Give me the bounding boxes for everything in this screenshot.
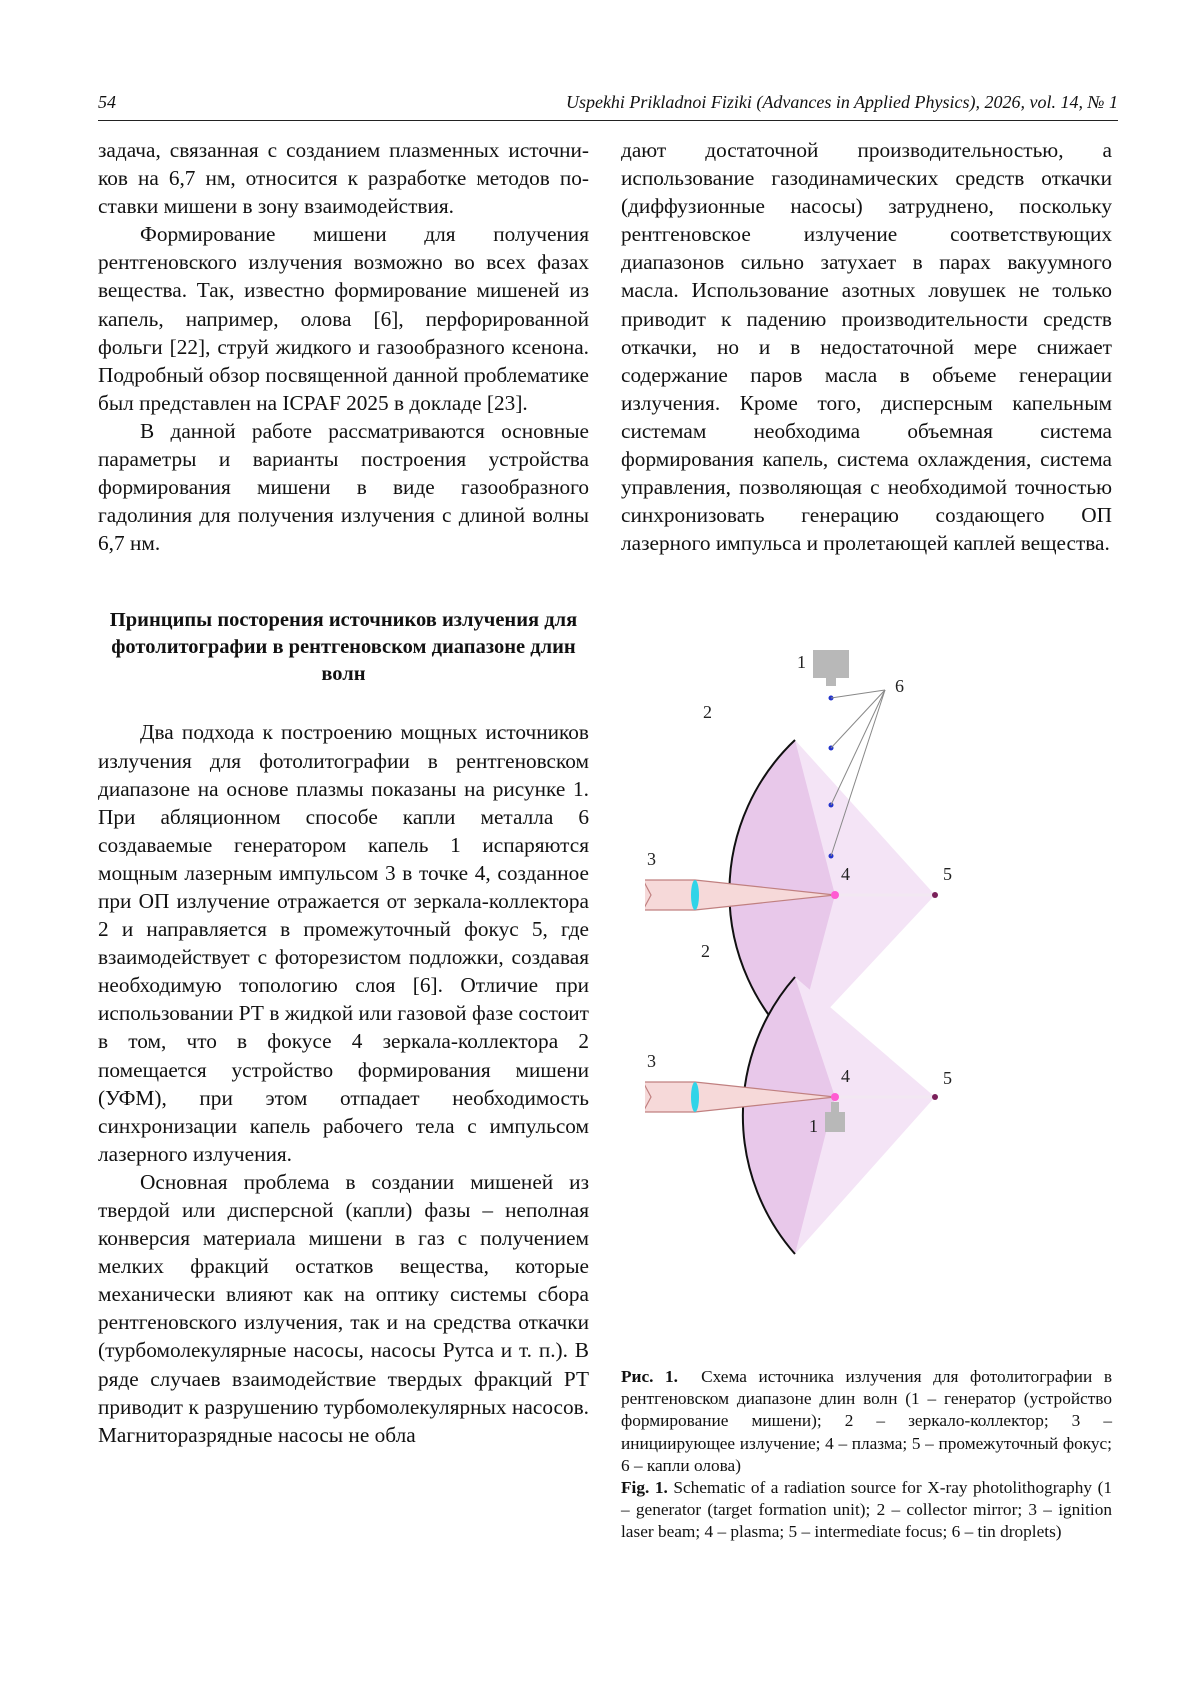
droplet-generator: [813, 650, 849, 678]
label-4: 4: [841, 1066, 850, 1086]
paragraph: Формирование мишени для получения рентгеновского излучения возможно во всех фазах вещества. Так, известно формирование мишеней из капель, например, олова [6], перфорированной фольги [22], струй жидкого и газообразного ксенона. Подробный обзор посвященной данной проблематике был представлен на ICPAF 2025 в докладе [23].: [98, 222, 589, 415]
plasma-point: [831, 1093, 839, 1101]
unit-nozzle: [831, 1102, 839, 1112]
paragraph: В данной работе рассматриваются основные параметры и варианты построения устройства формирования мишени в виде газообразного гадолиния для получения излучения с длиной волны 6,7 нм.: [98, 418, 589, 556]
label-2: 2: [701, 941, 710, 961]
leader-line: [831, 690, 885, 698]
label-2: 2: [703, 702, 712, 722]
label-3: 3: [647, 849, 656, 869]
caption-en-text: Schematic of a radiation source for X-ray photolithography (1 – generator (target formation unit); 2 – collector mirror; 3 – ignition laser beam; 4 – plasma; 5 – intermediate focus; 6 – tin droplets): [621, 1478, 1112, 1542]
figure-caption: [621, 1366, 1112, 1544]
paragraph: Основная проблема в создании мишеней из твердой или дисперсной (капли) фазы – неполная конверсия материала мишени в газ с получением мелких фракций остатков вещества, которые механически влияют как на оптику системы сбора рентгеновского излучения, так и на средства откачки (турбомолекулярные насосы, насосы Рутса и т. п.). В ряде случаев взаимодействие твердых фракций РТ приводит к разрушению турбомолекулярных насосов. Магниторазрядные насосы не обла: [98, 1169, 589, 1447]
left-column: [98, 136, 589, 1449]
running-header: [98, 92, 1118, 118]
caption-ru-text: Схема источника излучения для фотолитографии в рентгеновском диапазоне длин волн (1 – генератор (устройство формирование мишени); 2 – зеркало-коллектор; 3 – инициирующее излучение; 4 – плазма; 5 – промежуточный фокус; 6 – капли олова): [621, 1367, 1112, 1475]
schematic-diagram: [645, 640, 1075, 1345]
intermediate-focus: [932, 1094, 938, 1100]
label-6: 6: [895, 676, 904, 696]
caption-en-label: Fig. 1.: [621, 1478, 668, 1498]
page-number: 54: [98, 92, 116, 112]
bottom-schematic: [645, 941, 952, 1254]
generator-nozzle: [826, 678, 836, 686]
caption-ru-label: Рис. 1.: [621, 1367, 678, 1386]
header-rule: [98, 120, 1118, 121]
intermediate-focus: [932, 892, 938, 898]
paragraph: задача, связанная с созданием плазменных источников на 6,7 нм, относится к разработке методов поставки мишени в зону взаимодействия.: [98, 138, 589, 219]
plasma-point: [831, 891, 839, 899]
label-3: 3: [647, 1051, 656, 1071]
lens: [691, 1082, 699, 1112]
paragraph: дают достаточной производительностью, а использование газодинамических средств откачки (диффузионные насосы) затруднено, поскольку рентгеновское излучение соответствующих диапазонов сильно затухает в парах вакуумного масла. Использование азотных ловушек не только приводит к падению производительности средств откачки, но и в недостаточной мере снижает содержание паров масла в объеме генерации излучения. Кроме того, дисперсным капельным системам необходима объемная система формирования капель, система охлаждения, система управления, позволяющая с необходимой точностью синхронизовать генерацию создающего ОП лазерного импульса и пролетающей каплей вещества.: [621, 138, 1112, 556]
journal-title: Uspekhi Prikladnoi Fiziki (Advances in Applied Physics), 2026, vol. 14, № 1: [565, 92, 1118, 112]
label-5: 5: [943, 1068, 952, 1088]
leader-line: [831, 690, 885, 805]
target-formation-unit: [825, 1112, 845, 1132]
label-1: 1: [797, 652, 806, 672]
leader-line: [831, 690, 885, 748]
label-4: 4: [841, 864, 850, 884]
figure-1: [645, 640, 1075, 1345]
label-1: 1: [809, 1116, 818, 1136]
paragraph: Два подхода к построению мощных источников излучения для фотолитографии в рентгеновском диапазоне на основе плазмы показаны на рисунке 1. При абляционном способе капли металла 6 создаваемые генератором капель 1 испаряются мощным лазерным импульсом 3 в точке 4, созданное при ОП излучение отражается от зеркала-коллектора 2 и направляется в промежуточный фокус 5, где взаимодействует с фоторезистом подложки, создавая необходимую топологию слоя [6]. Отличие при использовании РТ в жидкой или газовой фазе состоит в том, что в фокусе 4 зеркала-коллектора 2 помещается устройство формирования мишени (УФМ), при этом отпадает необходимость синхронизации капель рабочего тела с импульсом лазерного излучения.: [98, 720, 589, 1166]
section-title: Принципы посторения источников излучения для фотолитографии в рентгеновском диапазоне длин волн: [109, 609, 578, 686]
label-5: 5: [943, 864, 952, 884]
right-column: [621, 136, 1112, 557]
caption-en: [621, 1477, 1112, 1544]
caption-ru: [621, 1366, 1112, 1477]
lens: [691, 880, 699, 910]
